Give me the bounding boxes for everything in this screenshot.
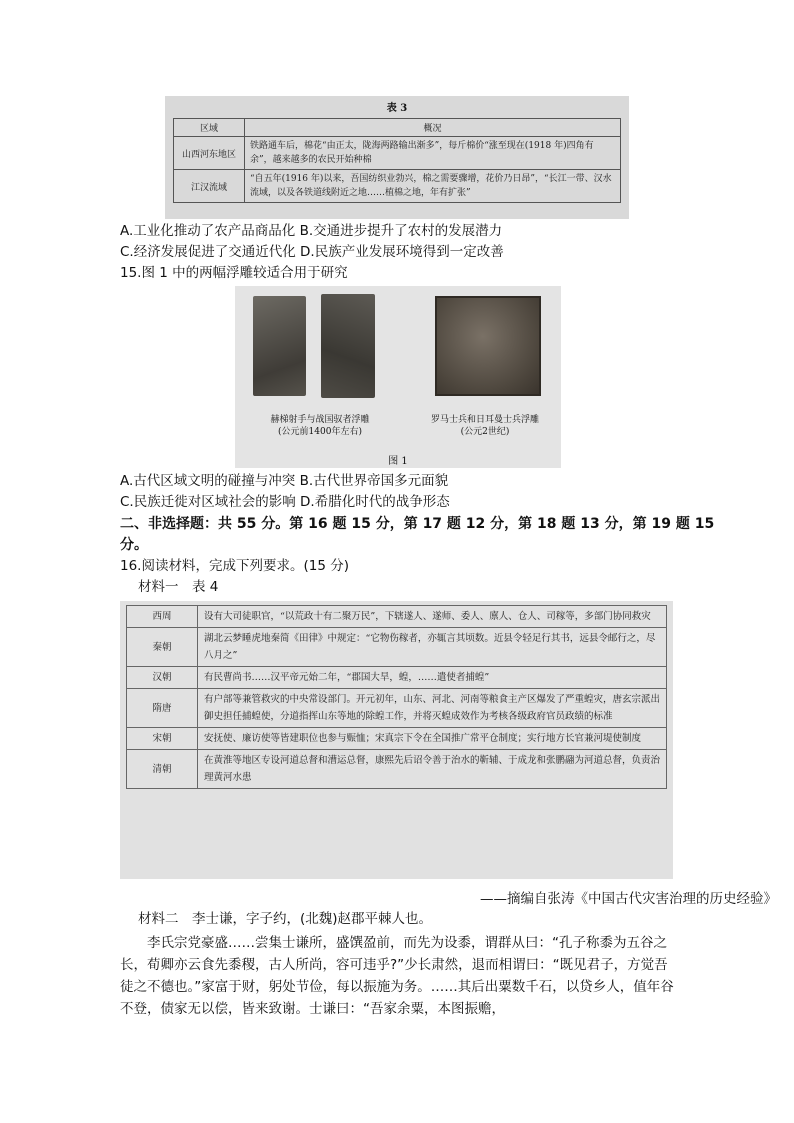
q14-options-line-1: A.工业化推动了农产品商品化 B.交通进步提升了农村的发展潜力 [120, 223, 503, 239]
table-row [127, 728, 667, 750]
era-cell: 宋朝 [127, 728, 198, 750]
table-4-scan [120, 601, 673, 879]
text-cell: 湖北云梦睡虎地秦简《田律》中规定：“它物伤稼者，亦辄言其顷数。近县令轻足行其书，远县令邮行之，尽八月之” [198, 628, 667, 667]
right-caption [415, 414, 555, 438]
q15-options-line-2: C.民族迁徙对区域社会的影响 D.希腊化时代的战争形态 [120, 494, 450, 510]
material-2-body: 李氏宗党豪盛……尝集士谦所，盛馔盈前，而先为设黍，谓群从曰：“孔子称黍为五谷之长，荀卿亦云食先黍稷，古人所尚，容可违乎?”少长肃然，退而相谓曰：“既见君子，方觉吾徒之不德也。”家富于财，躬处节俭，每以振施为务。……其后出粟数千石，以贷乡人，值年谷不登，债家无以偿，皆来致谢。士谦曰：“吾家余粟，本图振赡， [120, 935, 674, 1017]
left-caption-title: 赫梯射手与战国驭者浮雕 [270, 415, 370, 425]
era-cell: 西周 [127, 606, 198, 628]
text-cell: 在黄淮等地区专设河道总督和漕运总督，康熙先后诏令善于治水的靳辅、于成龙和张鹏翮为河道总督，负责治理黄河水患 [198, 750, 667, 789]
era-cell: 隋唐 [127, 689, 198, 728]
section-2-heading-line-1: 二、非选择题：共 55 分。第 16 题 15 分，第 17 题 12 分，第 18 题 13 分，第 19 题 15 [120, 516, 715, 532]
table-row [174, 170, 621, 203]
hittite-relief-image-right [321, 294, 375, 398]
era-cell: 秦朝 [127, 628, 198, 667]
table-row [127, 750, 667, 789]
text-cell: 有户部等兼管救灾的中央常设部门。开元初年，山东、河北、河南等粮食主产区爆发了严重蝗灾，唐玄宗派出御史担任捕蝗使，分道指挥山东等地的除蝗工作，并将灭蝗成效作为考核各级政府官员政绩的标准 [198, 689, 667, 728]
figure-number: 图 1 [388, 456, 408, 467]
text-cell: 设有大司徒职官，“以荒政十有二聚万民”，下辖遂人、遂师、委人、廪人、仓人、司稼等，多部门协同救灾 [198, 606, 667, 628]
figure-1 [235, 286, 561, 468]
material-1-source: ——摘编自张涛《中国古代灾害治理的历史经验》 [480, 891, 777, 907]
table-row [174, 137, 621, 170]
table-row [127, 689, 667, 728]
right-caption-date: (公元2世纪) [460, 427, 510, 437]
table-row [127, 628, 667, 667]
q15-stem: 15.图 1 中的两幅浮雕较适合用于研究 [120, 265, 348, 281]
region-cell: 江汉流域 [174, 170, 245, 203]
table-3 [173, 118, 621, 203]
table-row [127, 606, 667, 628]
roman-relief-image [435, 296, 541, 396]
table-3-caption: 表 3 [386, 103, 408, 114]
table-3-scan [165, 96, 629, 219]
material-1-label: 材料一 表 4 [138, 579, 219, 595]
header-overview: 概况 [245, 119, 621, 137]
right-caption-title: 罗马士兵和日耳曼士兵浮雕 [430, 415, 539, 425]
era-cell: 清朝 [127, 750, 198, 789]
table-4 [126, 605, 667, 789]
table-header-row [174, 119, 621, 137]
desc-cell: 铁路通车后，棉花“由正太，陇海两路输出渐多”，每斤棉价“涨至现在(1918 年)四角有余”，越来越多的农民开始种棉 [245, 137, 621, 170]
hittite-relief-image-left [253, 296, 306, 396]
desc-cell: “自五年(1916 年)以来，吾国纺织业勃兴，棉之需要骤增，花价乃日昂”，“长江一带、汉水流域，以及各铁道线附近之地……植棉之地，年有扩张” [245, 170, 621, 203]
text-cell: 有民曹尚书……汉平帝元始二年，“郡国大旱，蝗，……遣使者捕蝗” [198, 667, 667, 689]
left-caption-date: (公元前1400年左右) [278, 427, 362, 437]
header-region: 区域 [174, 119, 245, 137]
q15-options-line-1: A.古代区域文明的碰撞与冲突 B.古代世界帝国多元面貌 [120, 473, 449, 489]
text-cell: 安抚使、廉访使等皆建职位也参与赈恤；宋真宗下令在全国推广常平仓制度；实行地方长官兼河堤使制度 [198, 728, 667, 750]
left-caption [245, 414, 395, 438]
section-2-heading-line-2: 分。 [120, 537, 148, 553]
material-2-intro: 材料二 李士谦，字子约，(北魏)赵郡平棘人也。 [138, 911, 433, 927]
era-cell: 汉朝 [127, 667, 198, 689]
table-row [127, 667, 667, 689]
q14-options-line-2: C.经济发展促进了交通近代化 D.民族产业发展环境得到一定改善 [120, 244, 504, 260]
region-cell: 山西河东地区 [174, 137, 245, 170]
q16-stem: 16.阅读材料，完成下列要求。(15 分) [120, 558, 349, 574]
